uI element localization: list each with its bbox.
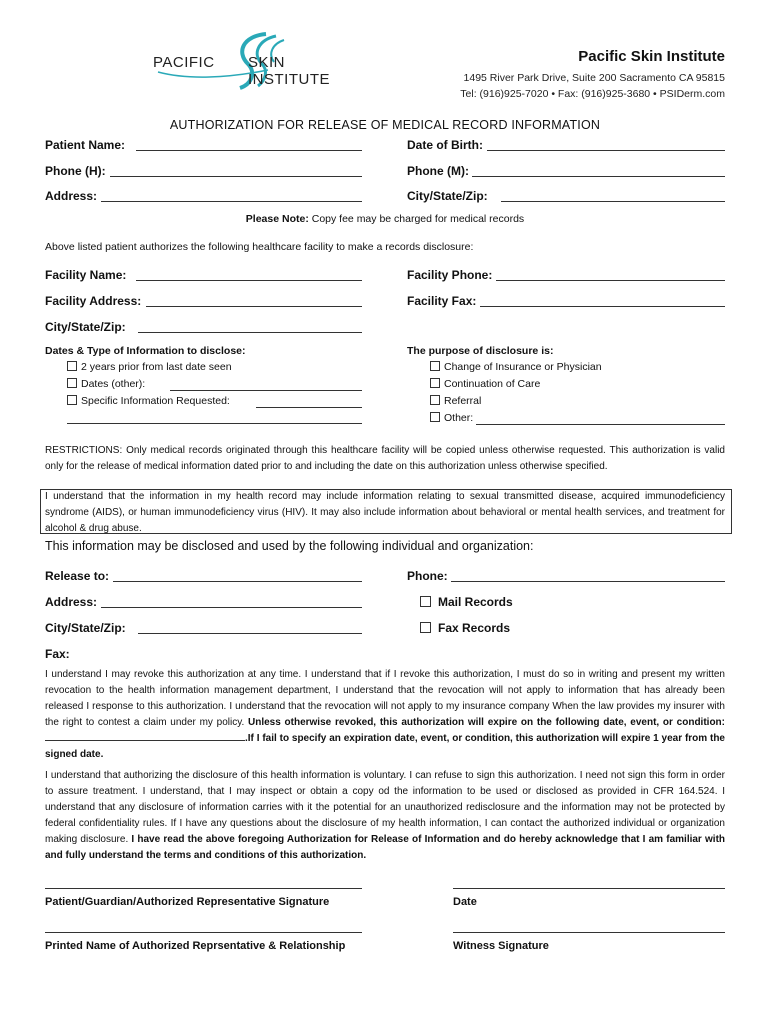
phone-h-field[interactable] xyxy=(110,176,362,177)
specific-info-field-2[interactable] xyxy=(67,423,362,424)
dob-label: Date of Birth: xyxy=(407,138,483,152)
purpose-opt3[interactable] xyxy=(430,395,481,407)
checkbox-icon[interactable] xyxy=(430,361,440,371)
purpose-opt1[interactable] xyxy=(430,361,602,373)
phone-m-field[interactable] xyxy=(472,176,725,177)
dates-opt1-label: 2 years prior from last date seen xyxy=(81,361,232,373)
purpose-opt2[interactable] xyxy=(430,378,540,390)
dates-heading: Dates & Type of Information to disclose: xyxy=(45,345,246,357)
disclose-heading: This information may be disclosed and used by the following individual and organization: xyxy=(45,539,534,553)
form-title: AUTHORIZATION FOR RELEASE OF MEDICAL RECORD INFORMATION xyxy=(169,118,601,132)
witness-signature-field[interactable] xyxy=(453,932,725,933)
release-city-field[interactable] xyxy=(138,633,362,634)
dates-opt1[interactable] xyxy=(67,361,232,373)
org-name: Pacific Skin Institute xyxy=(578,48,725,65)
note-label: Please Note: xyxy=(245,213,309,225)
expiration-field[interactable] xyxy=(45,731,245,741)
dates-opt2-label: Dates (other): xyxy=(81,378,146,390)
patient-name-field[interactable] xyxy=(136,150,362,151)
facility-phone-label: Facility Phone: xyxy=(407,268,493,282)
release-fax-label: Fax: xyxy=(45,647,70,661)
printed-name-field[interactable] xyxy=(45,932,362,933)
specific-info-field[interactable] xyxy=(256,407,362,408)
release-city-label: City/State/Zip: xyxy=(45,621,126,635)
purpose-opt4[interactable] xyxy=(430,412,473,424)
release-address-label: Address: xyxy=(45,595,98,609)
voluntary-text-1: I understand that authorizing the disclosure of this health information is voluntary. I can refuse to sign this authorization. I need not sign this form in order to assure treatment. I understand, that I may inspect or obtain a copy od the information to be used or disclosed as provided in CFR 164.524. I understand that any disclosure of information carries with it the potential for an unauthorized redisclosure and the information may not be protected by federal confidentiality rules. If I have any questions about the disclosure of my health information, I can contact the authorized individual or organization making disclosure. xyxy=(45,770,725,845)
revoke-bold-2: .If I fail to specify an expiration date, event, or condition, this authorization will expire 1 year from the signed date. xyxy=(45,733,725,760)
date-label: Date xyxy=(453,896,477,908)
facility-city-field[interactable] xyxy=(138,332,362,333)
hiv-notice-text: I understand that the information in my health record may include information relating to sexual transmitted disease, acquired immunodeficiency syndrome (AIDS), or human immunodeficiency virus (HIV). It may also include information about behavioral or mental health services, and treatment for alcohol & drug abuse. xyxy=(45,491,725,534)
fax-records-label: Fax Records xyxy=(438,621,511,635)
city-label: City/State/Zip: xyxy=(407,189,488,203)
checkbox-icon[interactable] xyxy=(67,361,77,371)
facility-address-label: Facility Address: xyxy=(45,294,142,308)
release-phone-field[interactable] xyxy=(451,581,725,582)
note-text: Copy fee may be charged for medical records xyxy=(308,213,525,225)
facility-name-label: Facility Name: xyxy=(45,268,127,282)
revoke-bold-1: Unless otherwise revoked, this authorization will expire on the following date, event, or condition: xyxy=(248,717,725,728)
purpose-opt2-label: Continuation of Care xyxy=(444,378,541,390)
checkbox-icon[interactable] xyxy=(67,378,77,388)
fax-records-option[interactable] xyxy=(420,621,510,635)
checkbox-icon[interactable] xyxy=(420,596,431,607)
checkbox-icon[interactable] xyxy=(430,378,440,388)
mail-records-option[interactable] xyxy=(420,595,513,609)
city-field[interactable] xyxy=(501,201,725,202)
printed-name-label: Printed Name of Authorized Reprsentative & Relationship xyxy=(45,940,346,952)
address-label: Address: xyxy=(45,189,98,203)
purpose-heading: The purpose of disclosure is: xyxy=(407,345,554,357)
purpose-opt1-label: Change of Insurance or Physician xyxy=(444,361,602,373)
restrictions-text: RESTRICTIONS: Only medical records originated through this healthcare facility will be copied unless otherwise requested. This authorization is valid only for the release of medical information dated prior to and including the date on this authorization unless otherwise specified. xyxy=(45,445,725,472)
facility-city-label: City/State/Zip: xyxy=(45,320,126,334)
release-address-field[interactable] xyxy=(101,607,362,608)
note xyxy=(0,213,770,225)
voluntary-bold: I have read the above foregoing Authorization for Release of Information and do hereby acknowledge that I am familiar with and fully understand the terms and conditions of this authorization. xyxy=(45,834,726,861)
checkbox-icon[interactable] xyxy=(67,395,77,405)
voluntary-text xyxy=(45,768,725,864)
facility-phone-field[interactable] xyxy=(496,280,725,281)
phone-m-label: Phone (M): xyxy=(407,164,469,178)
purpose-opt3-label: Referral xyxy=(444,395,482,407)
patient-signature-label: Patient/Guardian/Authorized Representative Signature xyxy=(45,896,330,908)
release-to-label: Release to: xyxy=(45,569,110,583)
patient-name-label: Patient Name: xyxy=(45,138,126,152)
dates-opt2[interactable] xyxy=(67,378,145,390)
intro-text: Above listed patient authorizes the following healthcare facility to make a records disclosure: xyxy=(45,241,474,253)
revoke-text xyxy=(45,667,725,763)
checkbox-icon[interactable] xyxy=(430,395,440,405)
facility-fax-field[interactable] xyxy=(480,306,725,307)
checkbox-icon[interactable] xyxy=(430,412,440,422)
checkbox-icon[interactable] xyxy=(420,622,431,633)
witness-signature-label: Witness Signature xyxy=(453,940,549,952)
date-field[interactable] xyxy=(453,888,725,889)
org-contact: Tel: (916)925-7020 • Fax: (916)925-3680 • PSIDerm.com xyxy=(460,88,725,100)
dates-opt3[interactable] xyxy=(67,395,230,407)
release-to-field[interactable] xyxy=(113,581,362,582)
address-field[interactable] xyxy=(101,201,362,202)
dob-field[interactable] xyxy=(487,150,725,151)
patient-signature-field[interactable] xyxy=(45,888,362,889)
logo xyxy=(148,30,358,90)
facility-fax-label: Facility Fax: xyxy=(407,294,477,308)
mail-records-label: Mail Records xyxy=(438,595,513,609)
dates-opt3-label: Specific Information Requested: xyxy=(81,395,230,407)
logo-text-right: SKIN INSTITUTE xyxy=(248,54,330,88)
phone-h-label: Phone (H): xyxy=(45,164,106,178)
facility-address-field[interactable] xyxy=(146,306,362,307)
release-phone-label: Phone: xyxy=(407,569,448,583)
purpose-other-field[interactable] xyxy=(476,424,725,425)
revoke-text-1: I understand I may revoke this authorization at any time. I understand that if I revoke this authorization, I must do so in writing and present my written revocation to the health information management department, I understand that the revocation will not apply to information that has already been released I response to this authorization. I understand that the revocation will not apply to my insurance company When the law provides my insurer with the right to contest a claim under my policy. xyxy=(45,669,725,728)
purpose-opt4-label: Other: xyxy=(444,412,474,424)
org-address: 1495 River Park Drive, Suite 200 Sacramento CA 95815 xyxy=(463,72,725,84)
facility-name-field[interactable] xyxy=(136,280,362,281)
logo-text-left: PACIFIC xyxy=(153,54,215,71)
dates-other-field[interactable] xyxy=(170,390,362,391)
